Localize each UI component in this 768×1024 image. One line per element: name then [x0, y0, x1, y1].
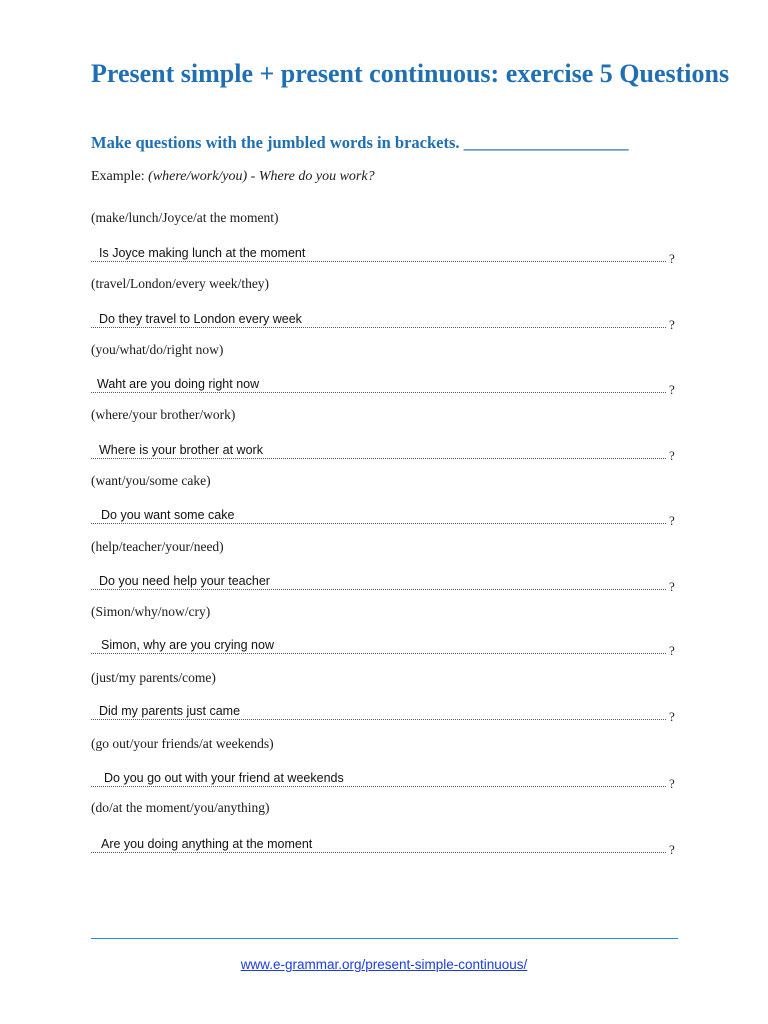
answer-row	[91, 836, 681, 856]
dotted-answer-line	[91, 786, 666, 787]
dotted-answer-line	[91, 458, 666, 459]
dotted-answer-line	[91, 852, 666, 853]
answer-text[interactable]: Is Joyce making lunch at the moment	[99, 246, 306, 260]
example-separator: -	[250, 169, 256, 184]
dotted-answer-line	[91, 523, 666, 524]
dotted-answer-line	[91, 392, 666, 393]
footer-rule	[91, 938, 678, 939]
question-mark: ?	[669, 513, 675, 528]
question-mark: ?	[669, 643, 675, 658]
question-mark: ?	[669, 317, 675, 332]
answer-text[interactable]: Waht are you doing right now	[97, 377, 260, 391]
example-line	[91, 168, 375, 186]
answer-text[interactable]: Do they travel to London every week	[99, 312, 302, 326]
question-prompt: (help/teacher/your/need)	[91, 539, 224, 554]
instruction-blank: ____________________	[463, 133, 629, 152]
dotted-answer-line	[91, 719, 666, 720]
question-prompt: (go out/your friends/at weekends)	[91, 736, 274, 751]
answer-row	[91, 311, 681, 331]
answer-row	[91, 573, 681, 593]
answer-row	[91, 442, 681, 462]
answer-text[interactable]: Do you go out with your friend at weekends	[104, 771, 344, 785]
question-mark: ?	[669, 579, 675, 594]
answer-text[interactable]: Simon, why are you crying now	[101, 638, 274, 652]
instruction	[91, 133, 731, 153]
answer-row	[91, 637, 681, 657]
question-prompt: (make/lunch/Joyce/at the moment)	[91, 210, 279, 225]
question-prompt: (travel/London/every week/they)	[91, 276, 270, 291]
answer-text[interactable]: Did my parents just came	[99, 704, 241, 718]
example-prompt: (where/work/you)	[148, 169, 248, 184]
answer-text[interactable]: Do you need help your teacher	[99, 574, 270, 588]
example-answer: Where do you work?	[258, 169, 375, 184]
example-label: Example:	[91, 169, 145, 184]
question-mark: ?	[669, 842, 675, 857]
dotted-answer-line	[91, 261, 666, 262]
question-mark: ?	[669, 382, 675, 397]
question-mark: ?	[669, 776, 675, 791]
answer-row	[91, 507, 681, 527]
dotted-answer-line	[91, 653, 666, 654]
question-prompt: (do/at the moment/you/anything)	[91, 800, 270, 815]
question-prompt: (want/you/some cake)	[91, 473, 211, 488]
question-prompt: (just/my parents/come)	[91, 670, 216, 685]
dotted-answer-line	[91, 589, 666, 590]
instruction-text: Make questions with the jumbled words in brackets.	[91, 133, 460, 152]
page-title: Present simple + present continuous: exercise 5 Questions	[91, 59, 730, 88]
answer-text[interactable]: Where is your brother at work	[99, 443, 263, 457]
question-mark: ?	[669, 709, 675, 724]
answer-row	[91, 770, 681, 790]
question-mark: ?	[669, 448, 675, 463]
question-prompt: (you/what/do/right now)	[91, 342, 224, 357]
answer-row	[91, 245, 681, 265]
question-prompt: (Simon/why/now/cry)	[91, 604, 211, 619]
question-mark: ?	[669, 251, 675, 266]
answer-row	[91, 376, 681, 396]
question-prompt: (where/your brother/work)	[91, 407, 236, 422]
dotted-answer-line	[91, 327, 666, 328]
answer-text[interactable]: Are you doing anything at the moment	[101, 837, 313, 851]
footer-link[interactable]: www.e-grammar.org/present-simple-continuous/	[240, 957, 528, 972]
answer-row	[91, 703, 681, 723]
answer-text[interactable]: Do you want some cake	[101, 508, 235, 522]
